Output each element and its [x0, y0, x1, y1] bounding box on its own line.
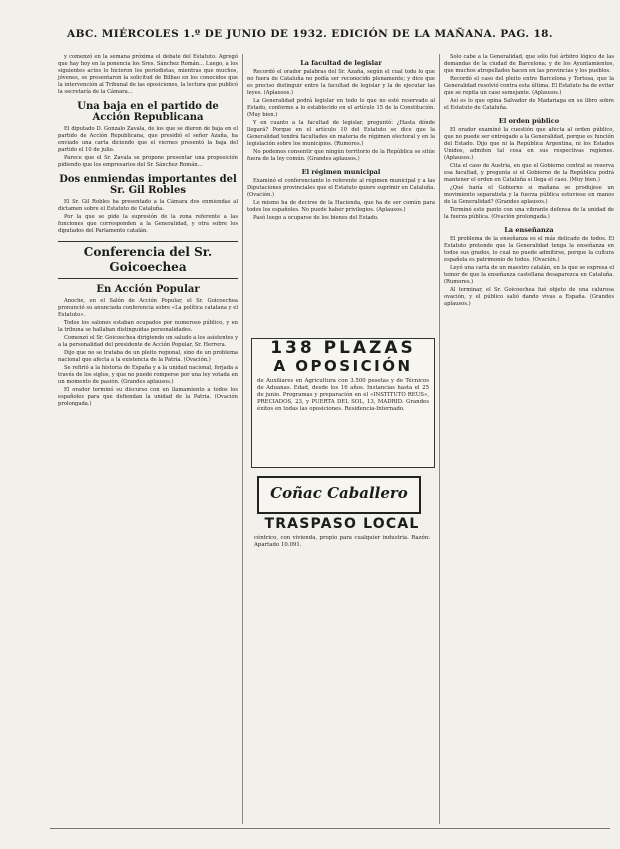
paragraph: Se refirió a la historia de España y a la unidad nacional, forjada a través de los siglos, y que no puede romperse por una ley votada en un momento de pasión. (Grandes aplausos.) — [58, 365, 238, 385]
paragraph: Lo mismo ha de decirse de la Hacienda, que ha de ser común para todos los españoles. No puede haber privilegios. (Aplausos.) — [247, 200, 435, 213]
ad-body: céntrico, con vivienda, propio para cualquier industria. Razón: Apartado 10.091. — [254, 535, 430, 548]
headline: Dos enmiendas importantes del Sr. Gil Robles — [59, 174, 237, 196]
advertisement-traspaso — [251, 516, 433, 566]
paragraph: Dijo que no se trataba de un pleito regional, sino de un problema nacional que afecta a la existencia de la Patria. (Ovación.) — [58, 350, 238, 363]
paragraph: Parece que el Sr. Zavala se propone presentar una proposición pidiendo que los empresarios del Sr. Sánchez Román... — [58, 155, 238, 168]
column-1 — [58, 54, 238, 409]
paragraph: Leyó una carta de un maestro catalán, en la que se expresa el temor de que la enseñanza castellana desaparezca en Cataluña. (Rumores.) — [444, 265, 614, 285]
paragraph: La Generalidad podrá legislar en todo lo que no esté reservado al Estado, conforme a lo establecido en el artículo 15 de la Constitución. (Muy bien.) — [247, 98, 435, 118]
section-heading: El régimen municipal — [301, 168, 381, 176]
section-heading: La facultad de legislar — [300, 59, 382, 67]
ad-subtitle: A OPOSICIÓN — [273, 357, 413, 375]
section-heading: La enseñanza — [504, 226, 554, 234]
paragraph: Anoche, en el Salón de Acción Popular, el Sr. Goicoechea pronunció su anunciada conferencia sobre «La política catalana y el Estatuto». — [58, 298, 238, 318]
paragraph: Y en cuanto a la facultad de legislar, preguntó: ¿Hasta dónde llegará? Porque en el artículo 10 del Estatuto se dice que la Generalidad tendrá facultades en materia de régimen electoral y en la legislación sobre los municipios. (Rumores.) — [247, 120, 435, 147]
paragraph: ¿Qué haría el Gobierno si mañana se produjese un movimiento separatista y la fuerza pública estuviese en manos de la Generalidad? (Grandes aplausos.) — [444, 185, 614, 205]
paragraph: No podemos consentir que ningún territorio de la República se sitúe fuera de la ley común. (Grandes aplausos.) — [247, 149, 435, 162]
page-header: ABC. MIÉRCOLES 1.º DE JUNIO DE 1932. EDICIÓN DE LA MAÑANA. PAG. 18. — [67, 28, 553, 40]
column-2 — [247, 54, 435, 223]
paragraph: El diputado D. Gonzalo Zavala, de los que se dieron de baja en el partido de Acción Republicana, que presidió el señor Azaña, ha enviado una carta diciendo que el viernes presentó la baja del partido el 10 de julio. — [58, 126, 238, 153]
main-headline: Conferencia del Sr. Goicoechea — [58, 241, 238, 279]
paragraph: Por la que se pide la supresión de la zona referente a las funciones que corresponden a la Generalidad, y otra sobre los diputados del Parlamento catalán. — [58, 214, 238, 234]
paragraph: Terminó este punto con una vibrante defensa de la unidad de la fuerza pública. (Ovación prolongada.) — [444, 207, 614, 220]
bottom-rule — [50, 828, 610, 829]
paragraph: Cita el caso de Austria, en que el Gobierno central se reserva esa facultad, y pregunta si el Gobierno de la República podrá mantener el orden en Cataluña si llega el caso. (Muy bien.) — [444, 163, 614, 183]
paragraph: Recordó el caso del pleito entre Barcelona y Tortosa, que la Generalidad resolvió contra esta última. El Estatuto ha de evitar que se repita un caso semejante. (Aplausos.) — [444, 76, 614, 96]
paragraph: El problema de la enseñanza es el más delicado de todos. El Estatuto pretende que la Generalidad tenga la enseñanza en todos sus grados, lo cual no puede admitirse, porque la cultura española es patrimonio de todos. (Ovación.) — [444, 236, 614, 263]
ad-title: 138 PLAZAS — [270, 338, 416, 358]
advertisement-oposiciones — [251, 338, 435, 468]
ad-body: de Auxiliares en Agricultura con 3.500 pesetas y de Técnicos de Aduanas. Edad, desde los 16 años. Instancias hasta el 25 de junio. Programas y preparación en el «INSTITUTO REUS», PRECIADOS, 23, y PUERTA DEL SOL, 13, MADRID. Grandes éxitos en todas las oposiciones. Residencia-Internado. — [257, 378, 429, 412]
paragraph: El Sr. Gil Robles ha presentado a la Cámara dos enmiendas al dictamen sobre el Estatuto de Cataluña. — [58, 199, 238, 212]
paragraph: El orador terminó su discurso con un llamamiento a todos los españoles para que defiendan la unidad de la Patria. (Ovación prolongada.) — [58, 387, 238, 407]
paragraph: Comenzó el Sr. Goicoechea dirigiendo un saludo a los asistentes y a la personalidad del presidente de Acción Popular, Sr. Herrera. — [58, 335, 238, 348]
paragraph: El orador examinó la cuestión que afecta al orden público, que no puede ser entregado a la Generalidad, porque es función del Estado. Dijo que ni la República Argentina, ni los Estados Unidos, admiten tal cosa en sus respectivas regiones. (Aplausos.) — [444, 127, 614, 161]
paragraph: Pasó luego a ocuparse de los bienes del Estado. — [253, 215, 379, 221]
headline: Una baja en el partido de Acción Republicana — [77, 101, 219, 123]
column-rule — [439, 54, 440, 824]
binding-edge — [8, 40, 14, 820]
subheadline: En Acción Popular — [96, 284, 200, 295]
column-rule — [242, 54, 243, 824]
paragraph: y comenzó en la semana próxima el debate del Estatuto. Agregó que hay hoy en la ponencia los Sres. Sánchez Román... Luego, a los siguientes actos lo hicieron los periodistas, mientras que muchos, jóvenes, se presentaron la solicitud de Bilbao en los conocidos que la intervención al Tribunal de las oposiciones, la lectura que publicó la secretaría de la Cámara... — [58, 54, 238, 95]
paragraph: Así es lo que opina Salvador de Madariaga en su libro sobre el Estatuto de Cataluña. — [444, 98, 614, 111]
paragraph: Al terminar, el Sr. Goicoechea fué objeto de una calurosa ovación, y el público salió dando vivas a España. (Grandes aplausos.) — [444, 287, 614, 307]
column-3 — [444, 54, 614, 309]
paragraph: Recordó el orador palabras del Sr. Azaña, según el cual todo lo que no fuera de Cataluña no podía ser reconocido plenamente; y dice que es preciso distinguir entre la facultad de legislar y la de ejecutar las leyes. (Aplausos.) — [247, 69, 435, 96]
advertisement-conac: Coñac Caballero — [257, 476, 421, 514]
paragraph: Solo cabe a la Generalidad, que sólo fué árbitro lógico de las demandas de la ciudad de Barcelona; y de los Ayuntamientos, que muchos atropellados hacen en las provincias y los pueblos. — [444, 54, 614, 74]
paragraph: Examinó el conferenciante lo referente al régimen municipal y a las Diputaciones provinciales que el Estatuto quiere suprimir en Cataluña. (Ovación.) — [247, 178, 435, 198]
section-heading: El orden público — [498, 117, 560, 125]
ad-title: TRASPASO LOCAL — [264, 516, 420, 532]
paragraph: Todos los salones estaban ocupados por numeroso público, y en la tribuna se hallaban distinguidas personalidades. — [58, 320, 238, 333]
